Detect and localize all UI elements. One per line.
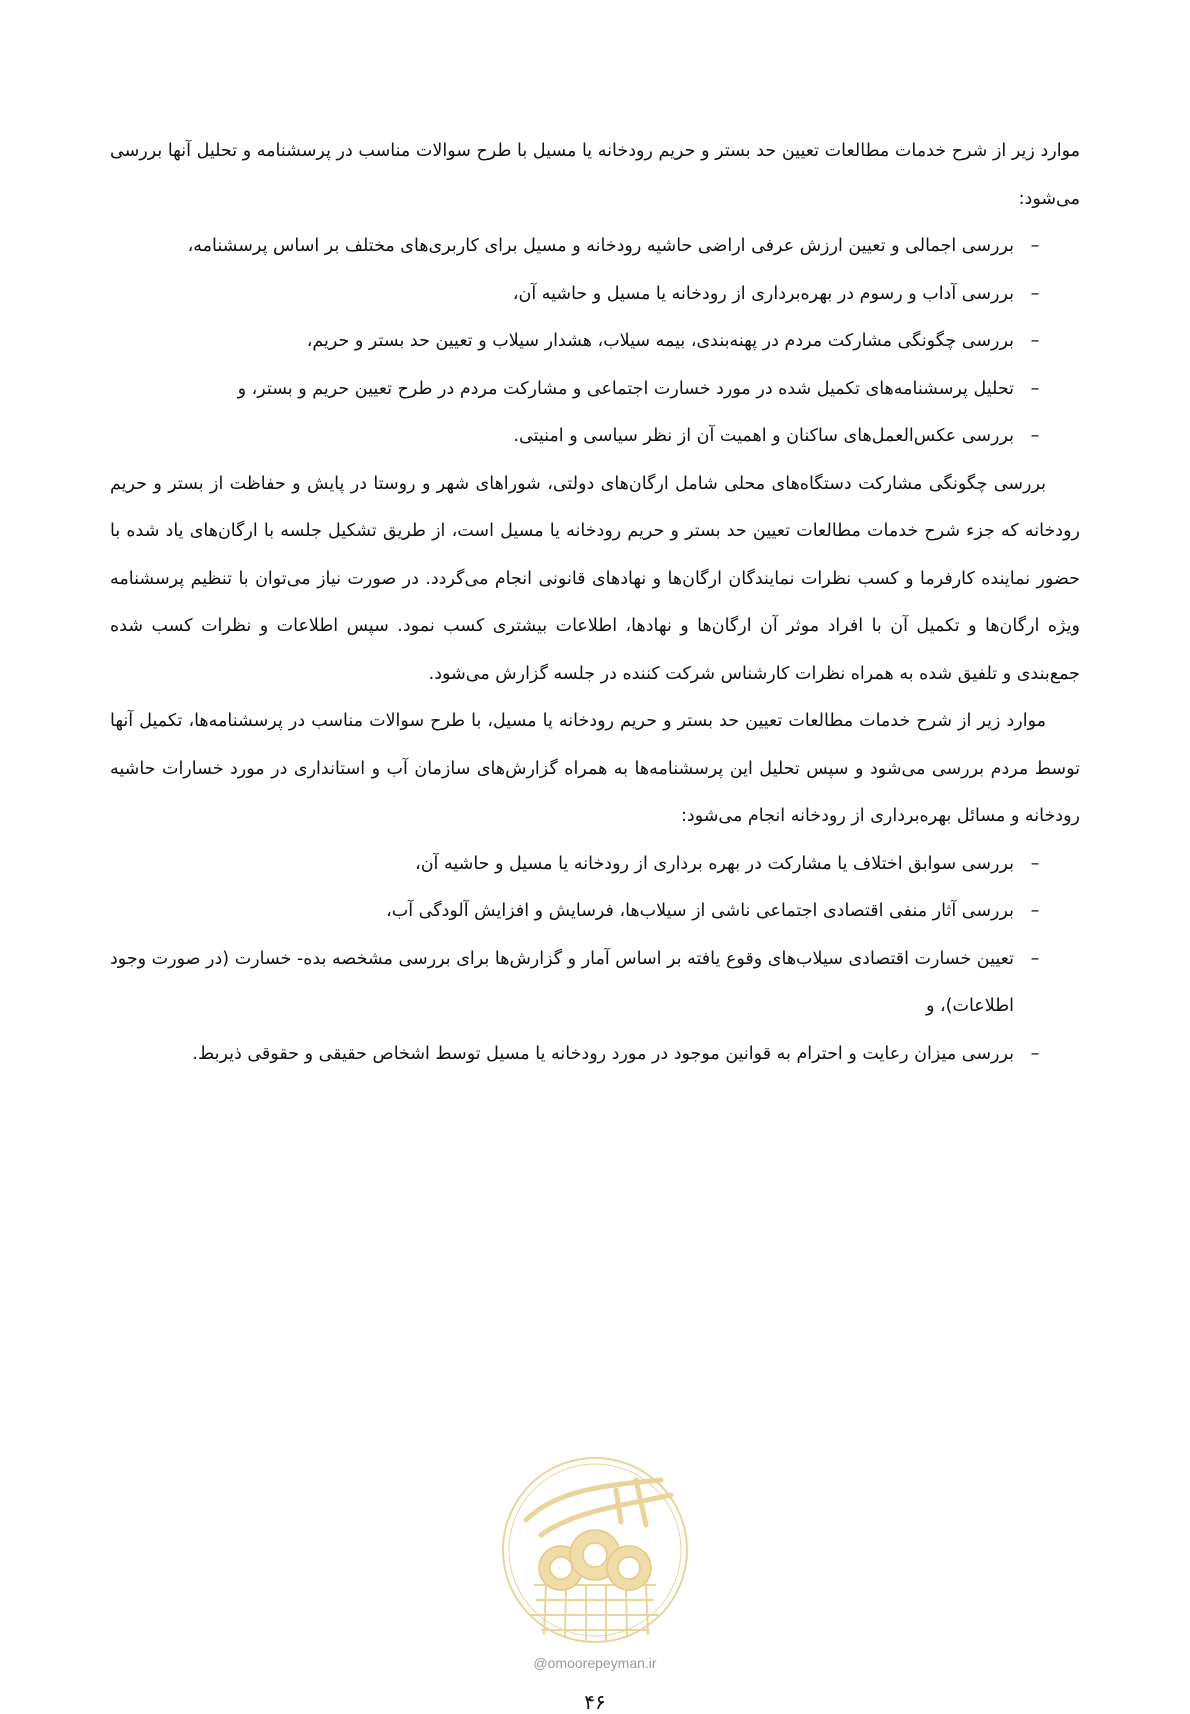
list-item: [110, 366, 1046, 414]
logo-script-icon: [526, 1480, 671, 1535]
list-item-text: بررسی میزان رعایت و احترام به قوانین موجود در مورد رودخانه یا مسیل توسط اشخاص حقیقی و حقوقی ذیربط.: [192, 1043, 1014, 1064]
list-item: [110, 223, 1046, 271]
dash-bullet: –: [1030, 283, 1040, 304]
list-item-text: بررسی آثار منفی اقتصادی اجتماعی ناشی از سیلاب‌ها، فرسایش و افزایش آلودگی آب،: [386, 901, 1014, 921]
list-item: [110, 888, 1046, 936]
dash-bullet: –: [1030, 853, 1040, 874]
dash-bullet: –: [1030, 948, 1040, 969]
dash-bullet: –: [1030, 426, 1040, 446]
intro-paragraph: موارد زیر از شرح خدمات مطالعات تعیین حد بستر و حریم رودخانه یا مسیل با طرح سوالات مناسب در پرسشنامه و تحلیل آنها بررسی می‌شود:: [110, 141, 1080, 209]
list-item: [110, 1031, 1046, 1079]
list-item: [110, 413, 1046, 461]
list-item-text: بررسی عکس‌العمل‌های ساکنان و اهمیت آن از نظر سیاسی و امنیتی.: [513, 426, 1014, 446]
omoorepeyman-logo: [486, 1450, 704, 1650]
list-item-text: تعیین خسارت اقتصادی سیلاب‌های وقوع یافته بر اساس آمار و گزارش‌ها برای بررسی مشخصه بده- خسارت (در صورت وجود اطلاعات)، و: [110, 948, 1014, 1016]
damages-paragraph: موارد زیر از شرح خدمات مطالعات تعیین حد بستر و حریم رودخانه یا مسیل، با طرح سوالات مناسب در پرسشنامه‌ها، تکمیل آنها توسط مردم بررسی می‌شود و سپس تحلیل این پرسشنامه‌ها به همراه گزارش‌های سازمان آب و استانداری در مورد خسارات حاشیه رودخانه و مسائل بهره‌برداری از رودخانه انجام می‌شود:: [110, 711, 1080, 826]
dash-bullet: –: [1030, 236, 1040, 256]
list-item-text: بررسی آداب و رسوم در بهره‌برداری از رودخانه یا مسیل و حاشیه آن،: [512, 283, 1014, 304]
dash-bullet: –: [1030, 901, 1040, 921]
logo-url: @omoorepeyman.ir: [533, 1655, 657, 1671]
local-agencies-paragraph: بررسی چگونگی مشارکت دستگاه‌های محلی شامل ارگان‌های دولتی، شوراهای شهر و روستا در پایش و حفاظت از بستر و حریم رودخانه که جزء شرح خدمات مطالعات تعیین حد بستر و حریم رودخانه یا مسیل است، از طریق تشکیل جلسه با ارگان‌های یاد شده با حضور نماینده کارفرما و کسب نظرات نمایندگان ارگان‌ها و نهادهای قانونی انجام می‌گردد. در صورت نیاز می‌توان با تنظیم پرسشنامه ویژه ارگان‌ها و تکمیل آن با افراد موثر آن ارگان‌ها و نهادها، اطلاعات بیشتری کسب نمود. سپس اطلاعات و نظرات کسب شده جمع‌بندی و تلفیق شده به همراه نظرات کارشناس شرکت کننده در جلسه گزارش می‌شود.: [110, 473, 1080, 684]
dash-bullet: –: [1030, 378, 1040, 399]
list-item: [110, 318, 1046, 366]
list-item-text: بررسی سوابق اختلاف یا مشارکت در بهره برداری از رودخانه یا مسیل و حاشیه آن،: [415, 853, 1014, 874]
dash-bullet: –: [1030, 1043, 1040, 1064]
list-item: [110, 271, 1046, 319]
list-item: [110, 936, 1046, 1031]
list-item-text: بررسی چگونگی مشارکت مردم در پهنه‌بندی، بیمه سیلاب، هشدار سیلاب و تعیین حد بستر و حریم،: [306, 331, 1014, 351]
list-item-text: بررسی اجمالی و تعیین ارزش عرفی اراضی حاشیه رودخانه و مسیل برای کاربری‌های مختلف بر اساس پرسشنامه،: [187, 236, 1014, 256]
list-item: [110, 841, 1046, 889]
damage-topics-list: [110, 841, 1080, 1079]
dash-bullet: –: [1030, 331, 1040, 351]
page-number: ۴۶: [584, 1690, 606, 1714]
questionnaire-topics-list: [110, 223, 1080, 461]
list-item-text: تحلیل پرسشنامه‌های تکمیل شده در مورد خسارت اجتماعی و مشارکت مردم در طرح تعیین حریم و بستر، و: [237, 378, 1014, 399]
page-content: [110, 128, 1080, 1078]
